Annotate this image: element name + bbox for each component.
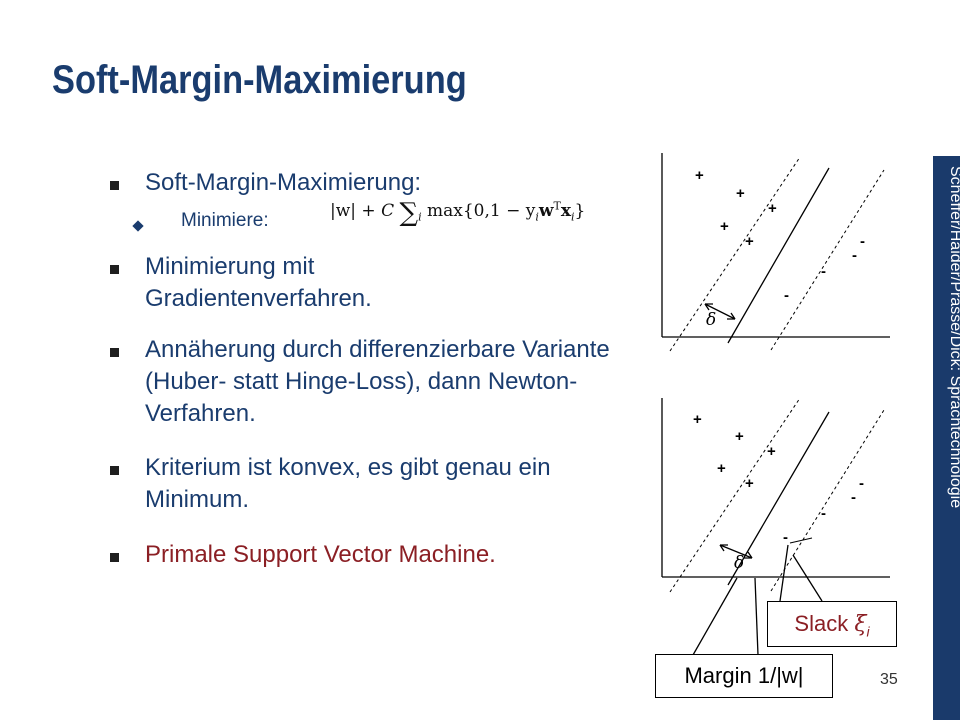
formula-sum-index: i [418, 210, 422, 224]
bottom-plus-point: + [767, 443, 776, 460]
formula-y-index: i [535, 210, 539, 224]
formula-w: w [538, 201, 554, 221]
bullet-text: Annäherung durch differenzierbare Variante (Huber- statt Hinge-Loss), dann Newton-Verfahren. [145, 336, 610, 427]
top-plus-point: + [695, 167, 704, 184]
slack-label: Slack [794, 611, 849, 636]
bottom-plus-point: + [693, 411, 702, 428]
bullet-text: Minimierung mit Gradientenverfahren. [145, 253, 372, 312]
top-minus-point: - [784, 287, 789, 304]
bottom-minus-point: - [851, 489, 856, 506]
bottom-plus-point: + [745, 475, 754, 492]
formula-close: } [574, 201, 586, 221]
slack-xi-index: i [866, 623, 870, 640]
bottom-delta-label: δ [734, 553, 745, 573]
top-minus-point: - [860, 233, 865, 250]
bottom-plus-point: + [735, 428, 744, 445]
slack-callout [767, 601, 897, 647]
bottom-margin-right [771, 410, 884, 591]
margin-pointer-left [693, 578, 737, 655]
bottom-minus-point: - [859, 475, 864, 492]
formula-transpose: T [553, 199, 561, 213]
bullet-text: Kriterium ist konvex, es gibt genau ein Minimum. [145, 454, 551, 513]
bullet-text: Soft-Margin-Maximierung: [145, 169, 422, 196]
page-number: 35 [880, 671, 898, 688]
top-margin-left [670, 157, 800, 351]
top-minus-point: - [821, 263, 826, 280]
top-plus-point: + [736, 185, 745, 202]
formula-x: x [560, 201, 572, 221]
top-margin-right [771, 170, 884, 350]
top-delta-label: δ [706, 310, 717, 330]
slack-xi-symbol: ξ [854, 612, 867, 637]
formula-body: max{0,1 − y [427, 201, 536, 221]
margin-pointer-right [755, 578, 758, 655]
page-title: Soft-Margin-Maximierung [52, 58, 467, 102]
bottom-minus-point: - [783, 529, 788, 546]
formula-x-index: i [571, 210, 575, 224]
bullet-text: Primale Support Vector Machine. [145, 541, 496, 568]
slack-pointer [793, 555, 822, 601]
formula-plus: + [361, 201, 376, 221]
top-plus-point: + [720, 218, 729, 235]
slack-bracket [790, 538, 812, 543]
author-credit: Scheffer/Haider/Prasse/Dick: Sprachtechnologie [947, 166, 964, 509]
formula-sum-symbol: ∑ [399, 198, 419, 228]
top-plus-point: + [768, 200, 777, 217]
formula-norm: |w| [330, 201, 357, 221]
bottom-plus-point: + [717, 460, 726, 477]
sub-bullet-text: Minimiere: [181, 210, 269, 231]
slack-pointer-2 [780, 545, 788, 601]
top-plus-point: + [745, 233, 754, 250]
top-minus-point: - [852, 247, 857, 264]
formula-c: C [381, 201, 395, 221]
bottom-minus-point: - [821, 505, 826, 522]
margin-callout: Margin 1/|w| [655, 654, 833, 698]
